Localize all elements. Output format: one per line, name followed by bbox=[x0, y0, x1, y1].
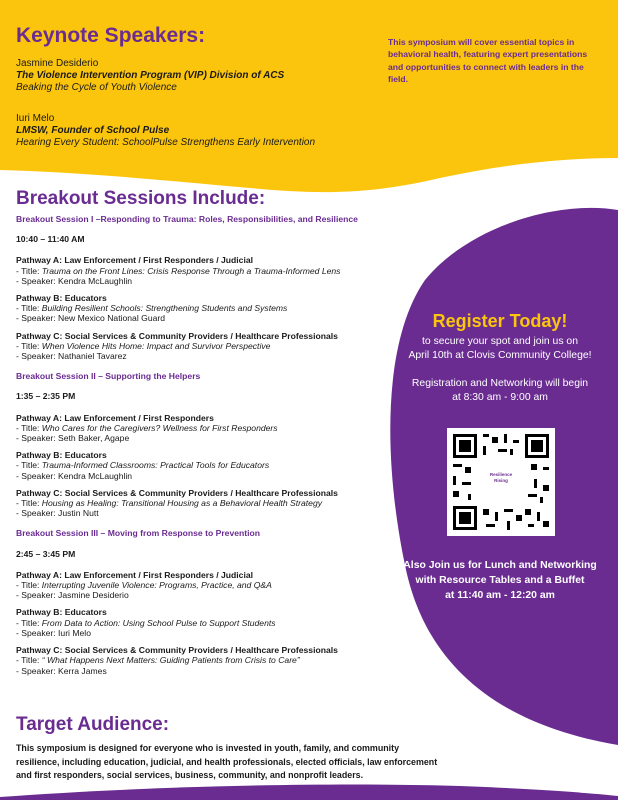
breakout-title: Breakout Sessions Include: bbox=[16, 188, 266, 209]
pathway bbox=[16, 450, 416, 481]
pathway bbox=[16, 255, 416, 286]
talk-title: Interrupting Juvenile Violence: Programs, Practice, and Q&A bbox=[41, 580, 272, 591]
symposium-blurb: This symposium will cover essential topics in behavioral health, featuring expert presentations and opportunities to connect with leaders in the field. bbox=[388, 37, 588, 85]
register-line: at 8:30 am - 9:00 am bbox=[452, 392, 548, 403]
talk-title: From Data to Action: Using School Pulse to Support Students bbox=[41, 617, 276, 628]
pathway-title bbox=[16, 580, 416, 590]
register-panel bbox=[395, 310, 605, 405]
talk-title: Trauma-Informed Classrooms: Practical Tools for Educators bbox=[41, 460, 270, 471]
session-time: 10:40 – 11:40 AM bbox=[16, 234, 85, 245]
talk-title: Who Cares for the Caregivers? Wellness for First Responders bbox=[41, 422, 278, 433]
pathway-name: Pathway A: Law Enforcement / First Responders bbox=[16, 412, 214, 423]
pathway-speaker: - Speaker: Nathaniel Tavarez bbox=[16, 351, 127, 362]
lunch-line: with Resource Tables and a Buffet bbox=[415, 575, 585, 586]
breakout-sessions bbox=[16, 214, 416, 676]
pathway-name: Pathway A: Law Enforcement / First Responders / Judicial bbox=[16, 569, 254, 580]
session-time: 1:35 – 2:35 PM bbox=[16, 391, 76, 402]
pathway-speaker: - Speaker: Jasmine Desiderio bbox=[16, 590, 129, 601]
title-prefix: - Title: bbox=[16, 580, 42, 591]
target-audience-text bbox=[16, 742, 437, 783]
keynote-title: Keynote Speakers: bbox=[16, 24, 206, 47]
pathway-name: Pathway C: Social Services & Community Providers / Healthcare Professionals bbox=[16, 645, 338, 656]
pathway bbox=[16, 488, 416, 519]
lunch-line: Also Join us for Lunch and Networking bbox=[403, 560, 597, 571]
register-line: April 10th at Clovis Community College! bbox=[408, 350, 592, 361]
pathway-name: Pathway B: Educators bbox=[16, 450, 107, 461]
speaker-talk: Hearing Every Student: SchoolPulse Strengthens Early Intervention bbox=[16, 137, 316, 148]
title-prefix: - Title: bbox=[16, 303, 42, 314]
title-prefix: - Title: bbox=[16, 617, 42, 628]
pathway-name: Pathway A: Law Enforcement / First Responders / Judicial bbox=[16, 255, 254, 266]
speaker-org: LMSW, Founder of School Pulse bbox=[16, 125, 170, 136]
pathway bbox=[16, 331, 416, 362]
title-prefix: - Title: bbox=[16, 265, 42, 276]
purple-bottom-wave bbox=[0, 784, 618, 800]
session-heading: Breakout Session III – Moving from Response to Prevention bbox=[16, 528, 261, 539]
register-title: Register Today! bbox=[432, 311, 568, 331]
speaker-name: Iuri Melo bbox=[16, 113, 55, 124]
session-heading: Breakout Session II – Supporting the Helpers bbox=[16, 371, 201, 382]
pathway-speaker: - Speaker: Kerra James bbox=[16, 665, 107, 676]
talk-title: Housing as Healing: Transitional Housing as a Behavioral Health Strategy bbox=[41, 498, 323, 509]
keynote-speaker-2 bbox=[16, 113, 315, 149]
talk-title: “ What Happens Next Matters: Guiding Patients from Crisis to Care” bbox=[41, 655, 300, 666]
register-line: Registration and Networking will begin bbox=[411, 378, 589, 389]
pathway-speaker: - Speaker: Iuri Melo bbox=[16, 627, 91, 638]
speaker-talk: Beaking the Cycle of Youth Violence bbox=[16, 82, 177, 93]
pathway-title bbox=[16, 266, 416, 276]
lunch-line: at 11:40 am - 12:20 am bbox=[445, 590, 555, 601]
title-prefix: - Title: bbox=[16, 498, 42, 509]
talk-title: When Violence Hits Home: Impact and Survivor Perspective bbox=[41, 340, 271, 351]
title-prefix: - Title: bbox=[16, 340, 42, 351]
pathway-title bbox=[16, 498, 416, 508]
speaker-org: The Violence Intervention Program (VIP) Division of ACS bbox=[16, 70, 285, 81]
speaker-name: Jasmine Desiderio bbox=[16, 58, 99, 69]
qr-caption: Resilience Rising bbox=[489, 472, 513, 483]
pathway-name: Pathway C: Social Services & Community Providers / Healthcare Professionals bbox=[16, 330, 338, 341]
pathway-speaker: - Speaker: Justin Nutt bbox=[16, 508, 99, 519]
pathway bbox=[16, 413, 416, 444]
lunch-info bbox=[395, 558, 605, 603]
audience-line: and first responders, social services, business, community, and nonprofit leaders. bbox=[16, 770, 364, 780]
audience-line: resilience, including education, judicial, and health professionals, elected officials, law enforcement bbox=[16, 756, 438, 767]
pathway bbox=[16, 570, 416, 601]
talk-title: Building Resilient Schools: Strengthening Students and Systems bbox=[41, 303, 288, 314]
pathway-speaker: - Speaker: Kendra McLaughlin bbox=[16, 275, 133, 286]
pathway bbox=[16, 293, 416, 324]
pathway-name: Pathway C: Social Services & Community Providers / Healthcare Professionals bbox=[16, 487, 338, 498]
pathway-title bbox=[16, 423, 416, 433]
keynote-speaker-1 bbox=[16, 58, 284, 94]
pathway-speaker: - Speaker: New Mexico National Guard bbox=[16, 313, 166, 324]
pathway-speaker: - Speaker: Seth Baker, Agape bbox=[16, 433, 130, 444]
pathway bbox=[16, 607, 416, 638]
pathway bbox=[16, 645, 416, 676]
pathway-title bbox=[16, 341, 416, 351]
register-line: to secure your spot and join us on bbox=[422, 336, 578, 347]
pathway-speaker: - Speaker: Kendra McLaughlin bbox=[16, 470, 133, 481]
pathway-title bbox=[16, 460, 416, 470]
registration-qr-code[interactable] bbox=[447, 428, 555, 536]
pathway-name: Pathway B: Educators bbox=[16, 607, 107, 618]
session-heading: Breakout Session I –Responding to Trauma: Roles, Responsibilities, and Resilience bbox=[16, 214, 358, 224]
title-prefix: - Title: bbox=[16, 460, 42, 471]
session-time: 2:45 – 3:45 PM bbox=[16, 548, 76, 559]
title-prefix: - Title: bbox=[16, 655, 42, 666]
title-prefix: - Title: bbox=[16, 422, 42, 433]
pathway-name: Pathway B: Educators bbox=[16, 293, 107, 304]
pathway-title bbox=[16, 618, 416, 628]
pathway-title bbox=[16, 655, 416, 665]
target-audience-title: Target Audience: bbox=[16, 714, 170, 735]
pathway-title bbox=[16, 303, 416, 313]
audience-line: This symposium is designed for everyone who is invested in youth, family, and community bbox=[16, 743, 400, 753]
talk-title: Trauma on the Front Lines: Crisis Response Through a Trauma-Informed Lens bbox=[41, 265, 341, 276]
